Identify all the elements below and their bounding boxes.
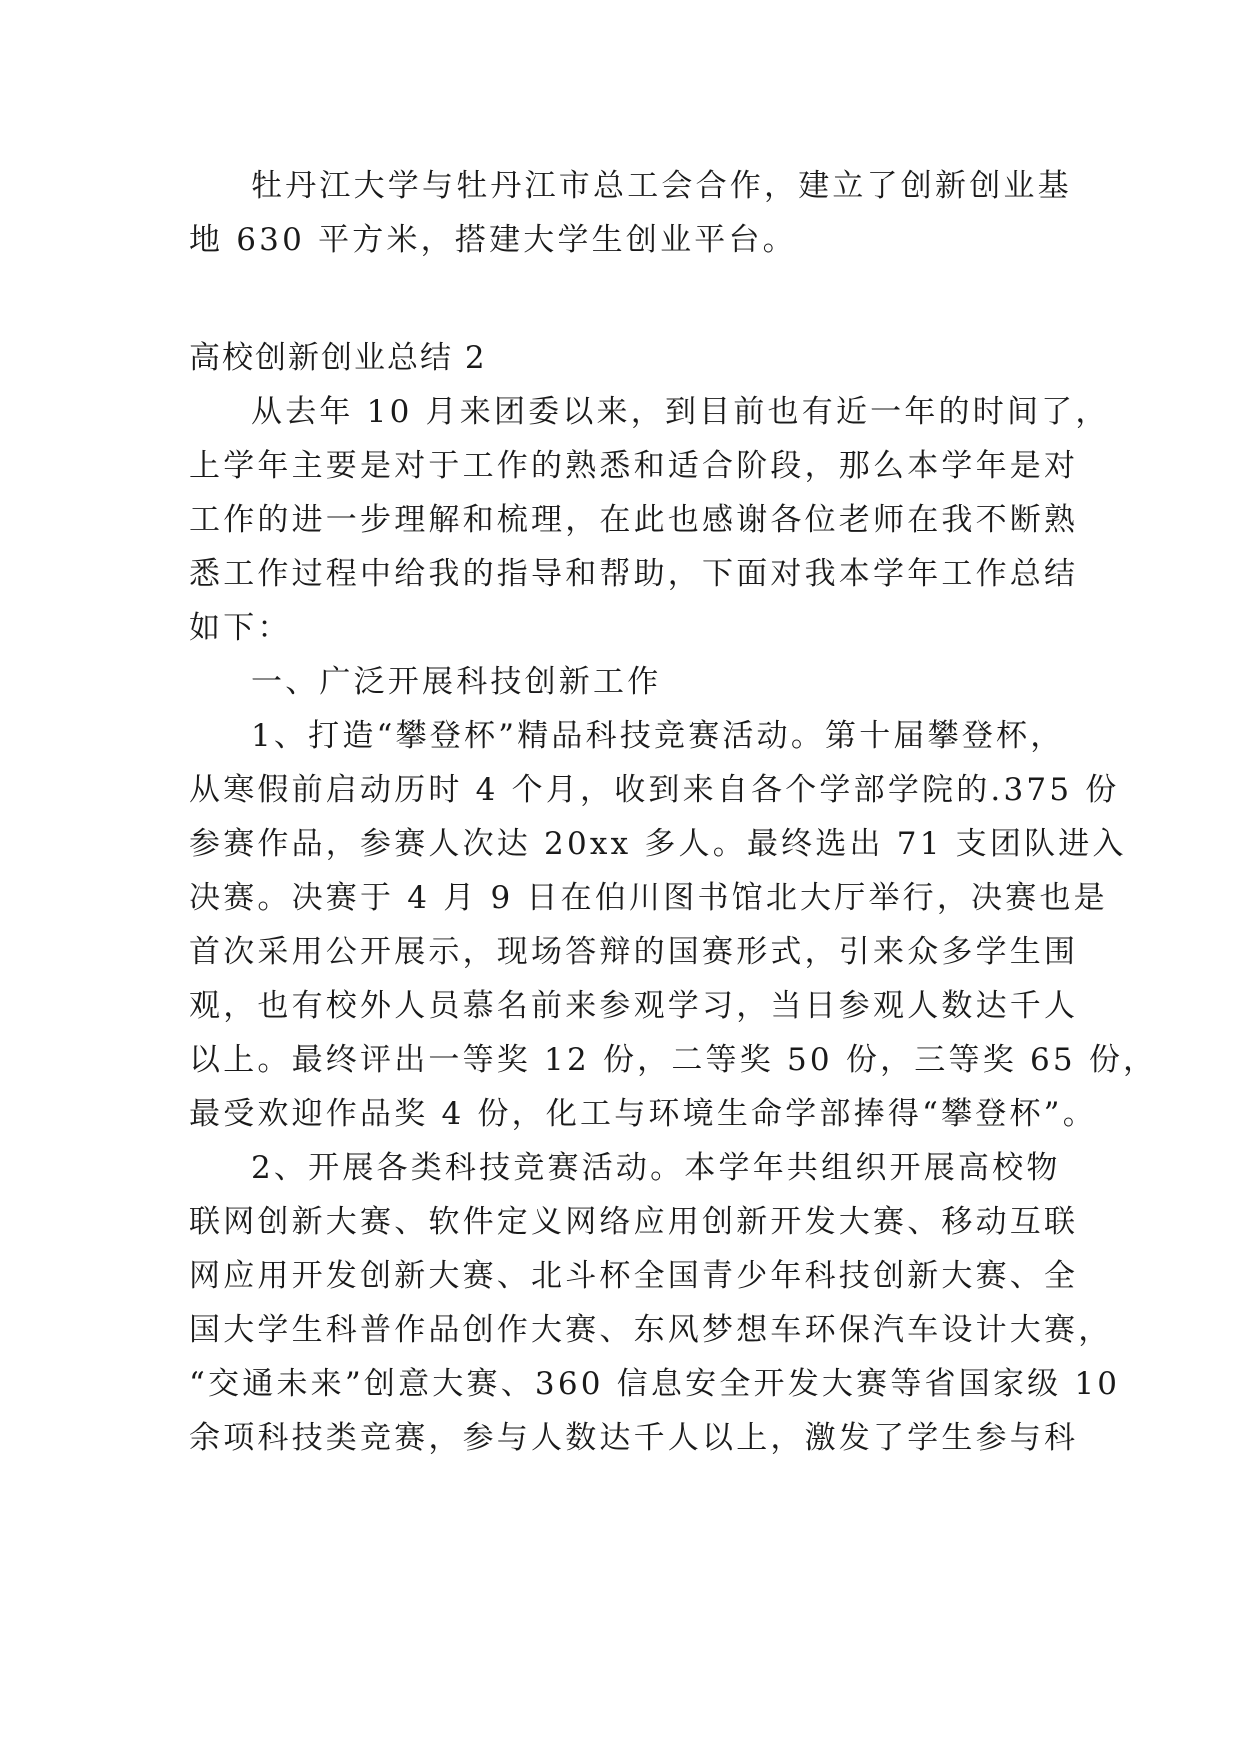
paragraph-1-line-2: 地 630 平方米，搭建大学生创业平台。 <box>189 222 797 258</box>
paragraph-3-line-1: 1、打造“攀登杯”精品科技竞赛活动。第十届攀登杯， <box>251 718 1065 754</box>
paragraph-3-line-4: 决赛。决赛于 4 月 9 日在伯川图书馆北大厅举行，决赛也是 <box>189 880 1108 916</box>
paragraph-4-line-4: 国大学生科普作品创作大赛、东风梦想车环保汽车设计大赛， <box>189 1312 1113 1348</box>
paragraph-1-line-1: 牡丹江大学与牡丹江市总工会合作，建立了创新创业基 <box>251 168 1072 204</box>
paragraph-3-line-2: 从寒假前启动历时 4 个月，收到来自各个学部学院的.375 份 <box>189 772 1120 808</box>
paragraph-4-line-2: 联网创新大赛、软件定义网络应用创新开发大赛、移动互联 <box>189 1204 1079 1240</box>
section-heading: 高校创新创业总结 2 <box>189 340 487 376</box>
paragraph-2-line-5: 如下： <box>189 610 292 646</box>
paragraph-2-line-4: 悉工作过程中给我的指导和帮助，下面对我本学年工作总结 <box>189 556 1079 592</box>
paragraph-3-line-5: 首次采用公开展示，现场答辩的国赛形式，引来众多学生围 <box>189 934 1079 970</box>
paragraph-2-line-1: 从去年 10 月来团委以来，到目前也有近一年的时间了， <box>251 394 1110 430</box>
paragraph-3-line-3: 参赛作品，参赛人次达 20xx 多人。最终选出 71 支团队进入 <box>189 826 1127 862</box>
paragraph-3-line-7: 以上。最终评出一等奖 12 份，二等奖 50 份，三等奖 65 份， <box>189 1042 1158 1078</box>
paragraph-4-line-5: “交通未来”创意大赛、360 信息安全开发大赛等省国家级 10 <box>189 1366 1121 1402</box>
paragraph-2-line-3: 工作的进一步理解和梳理，在此也感谢各位老师在我不断熟 <box>189 502 1079 538</box>
paragraph-3-line-8: 最受欢迎作品奖 4 份，化工与环境生命学部捧得“攀登杯”。 <box>189 1096 1097 1132</box>
paragraph-4-line-3: 网应用开发创新大赛、北斗杯全国青少年科技创新大赛、全 <box>189 1258 1079 1294</box>
subheading-1: 一、广泛开展科技创新工作 <box>251 664 662 700</box>
paragraph-2-line-2: 上学年主要是对于工作的熟悉和适合阶段，那么本学年是对 <box>189 448 1079 484</box>
paragraph-4-line-1: 2、开展各类科技竞赛活动。本学年共组织开展高校物 <box>251 1150 1061 1186</box>
paragraph-4-line-6: 余项科技类竞赛，参与人数达千人以上，激发了学生参与科 <box>189 1420 1079 1456</box>
paragraph-3-line-6: 观，也有校外人员慕名前来参观学习，当日参观人数达千人 <box>189 988 1079 1024</box>
